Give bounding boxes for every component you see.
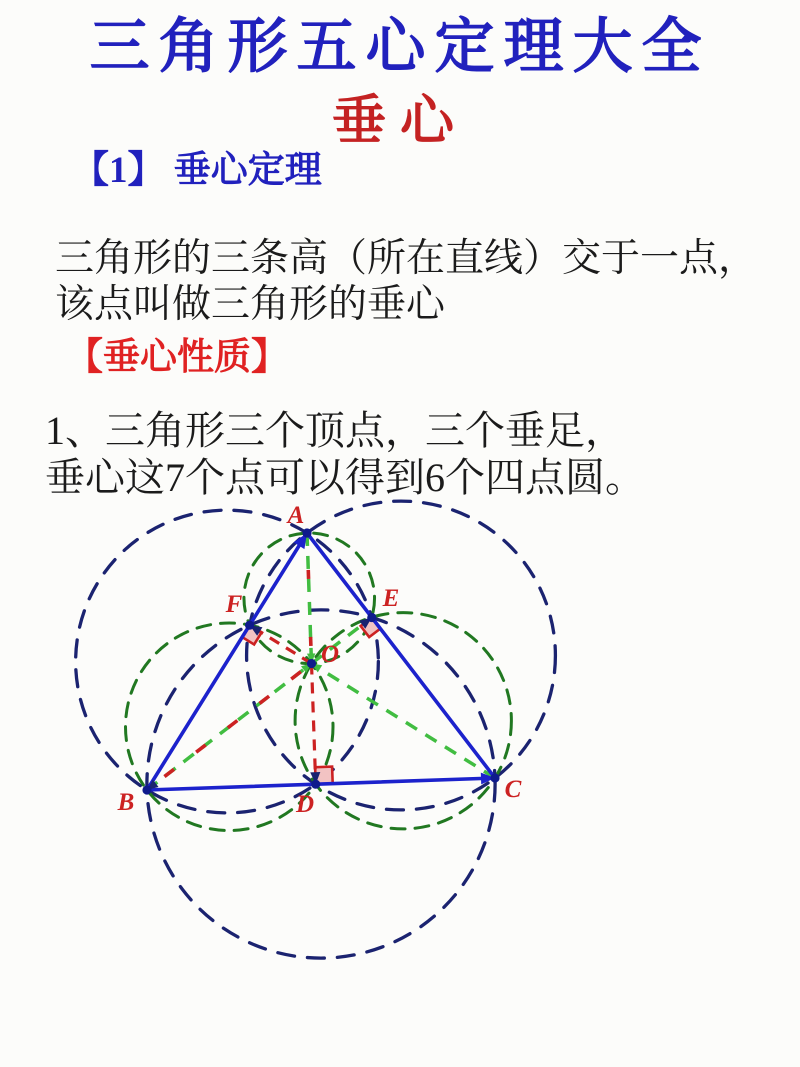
point-F-dot — [245, 621, 254, 630]
point-O-dot — [307, 659, 316, 668]
point-B-label: B — [117, 789, 135, 816]
altitude-AO-red-dashes — [307, 533, 312, 664]
point-D-dot — [311, 780, 320, 789]
point-A-dot — [302, 528, 311, 537]
point-C-label: C — [504, 776, 522, 803]
page-subtitle: 垂心 — [332, 91, 468, 151]
point-O-label: O — [320, 641, 340, 668]
section-1-header: 【1】 垂心定理 — [72, 150, 322, 191]
theorem-line-1: 三角形的三条高（所在直线）交于一点， — [55, 237, 758, 280]
altitude-OD — [312, 664, 316, 785]
triangle-side-AB — [147, 533, 307, 790]
property-1-line-1: 1、三角形三个顶点，三个垂足， — [45, 408, 625, 453]
point-C-dot — [490, 773, 499, 782]
point-E-label: E — [382, 585, 400, 612]
altitude-BO-red-dashes — [147, 664, 312, 791]
properties-badge: 【垂心性质】 — [66, 337, 288, 378]
point-D-label: D — [295, 791, 315, 818]
altitude-CO — [312, 664, 496, 779]
page-title: 三角形五心定理大全 — [89, 14, 711, 80]
theorem-line-2: 该点叫做三角形的垂心 — [55, 282, 446, 326]
point-E-dot — [367, 613, 376, 622]
point-A-label: A — [287, 502, 305, 529]
point-B-dot — [142, 785, 151, 794]
property-1-line-2: 垂心这7个点可以得到6个四点圆。 — [45, 454, 645, 500]
point-F-label: F — [225, 591, 243, 618]
